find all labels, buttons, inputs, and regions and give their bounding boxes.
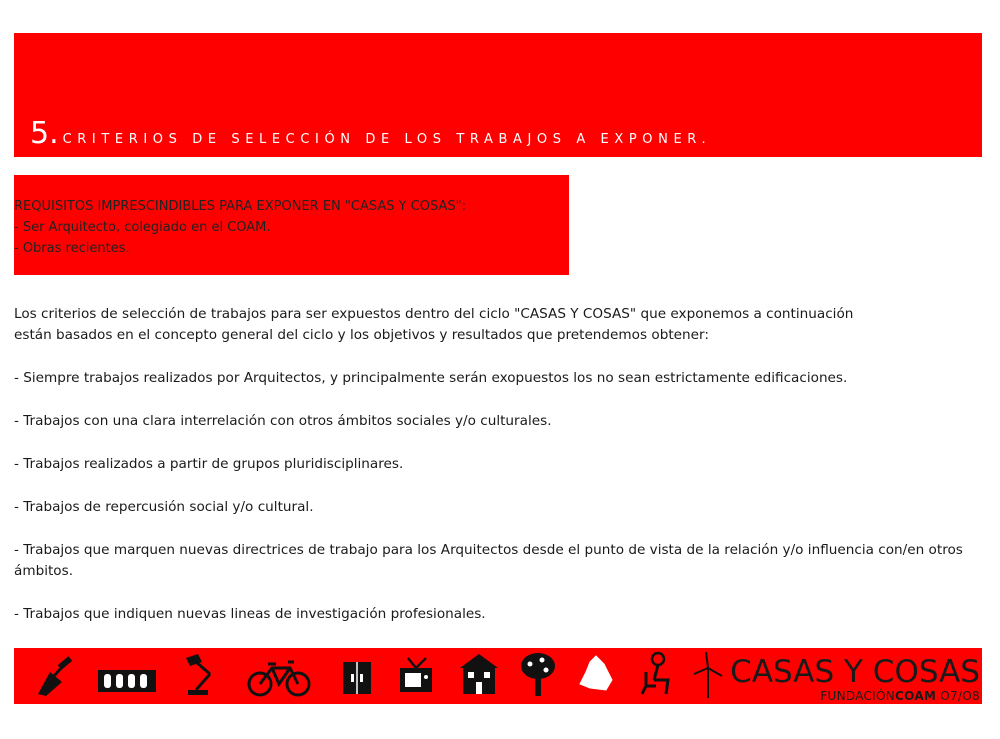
brand-bold: COAM (895, 689, 937, 703)
radiator-icon (96, 650, 158, 702)
door-icon (340, 650, 376, 702)
criteria-item: - Siempre trabajos realizados por Arquitectos, y principalmente serán exopuestos los no sean estrictamente edificaciones. (14, 370, 848, 386)
trowel-icon (34, 650, 74, 702)
television-icon (396, 650, 436, 702)
criteria-item: - Trabajos que marquen nuevas directrices de trabajo para los Arquitectos desde el punto de vista de la relación y/o influencia con/en otros ámbitos. (14, 542, 963, 579)
section-heading: CRITERIOS DE SELECCIÓN DE LOS TRABAJOS A EXPONER. (62, 132, 712, 147)
section-number: 5. (30, 116, 59, 151)
brand-prefix: FUNDACIÓN (820, 689, 896, 703)
section-title (30, 116, 711, 151)
brand-title: CASAS Y COSAS (730, 654, 980, 690)
wind-turbine-icon (688, 650, 728, 702)
criteria-item: - Trabajos realizados a partir de grupos pluridisciplinares. (14, 456, 404, 472)
bicycle-icon (246, 650, 312, 702)
criteria-item: - Trabajos que indiquen nuevas lineas de investigación profesionales. (14, 606, 486, 622)
requirements-heading: REQUISITOS IMPRESCINDIBLES PARA EXPONER EN "CASAS Y COSAS": (14, 199, 466, 214)
brand-suffix: O7/O8 (936, 689, 980, 703)
brand-logo (730, 655, 980, 703)
intro-line: Los criterios de selección de trabajos para ser expuestos dentro del ciclo "CASAS Y COSAS" que exponemos a continuación (14, 306, 854, 322)
requirement-item: - Obras recientes. (14, 241, 130, 256)
criteria-item: - Trabajos de repercusión social y/o cultural. (14, 499, 314, 515)
madrid-map-icon (576, 650, 616, 702)
brand-subtitle (730, 689, 980, 703)
requirements-list (14, 196, 466, 259)
house-icon (458, 650, 500, 702)
criteria-body (14, 304, 984, 625)
requirement-item: - Ser Arquitecto, colegiado en el COAM. (14, 220, 271, 235)
criteria-item: - Trabajos con una clara interrelación con otros ámbitos sociales y/o culturales. (14, 413, 552, 429)
seated-person-icon (632, 650, 676, 702)
tree-icon (518, 650, 558, 702)
intro-line: están basados en el concepto general del ciclo y los objetivos y resultados que pretendemos obtener: (14, 327, 709, 343)
desk-lamp-icon (174, 650, 224, 702)
